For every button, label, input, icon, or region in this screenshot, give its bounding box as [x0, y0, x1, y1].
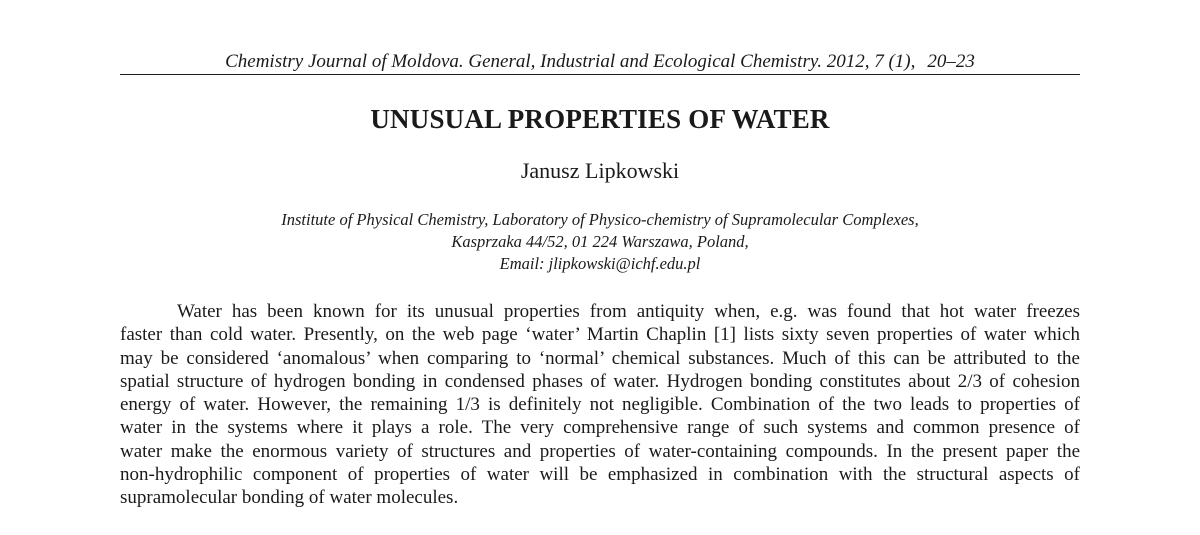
abstract-line: Water has been known for its unusual properties from antiquity when, e.g. was found that hot water freezes [177, 301, 1080, 322]
affiliation-block [120, 209, 1080, 275]
abstract-line: water make the enormous variety of structures and properties of water-containing compounds. In the present paper the [120, 440, 1080, 462]
affiliation-email: Email: jlipkowski@ichf.edu.pl [499, 254, 701, 273]
abstract-line: supramolecular bonding of water molecules. [120, 487, 459, 509]
paper-title: UNUSUAL PROPERTIES OF WATER [370, 104, 830, 134]
abstract-line: spatial structure of hydrogen bonding in condensed phases of water. Hydrogen bonding constitutes about 2/3 of cohesion [120, 370, 1080, 392]
abstract-paragraph [120, 300, 1080, 510]
journal-citation: Chemistry Journal of Moldova. General, Industrial and Ecological Chemistry. 2012, 7 (1), [225, 51, 916, 72]
author-name: Janusz Lipkowski [520, 158, 680, 183]
page-range: 20–23 [927, 51, 975, 72]
affiliation-institute: Institute of Physical Chemistry, Laboratory of Physico-chemistry of Supramolecular Complexes, [281, 210, 919, 229]
abstract-line: non-hydrophilic component of properties of water will be emphasized in combination with the structural aspects of [120, 464, 1080, 486]
header-rule [120, 74, 1080, 75]
abstract-line: energy of water. However, the remaining 1/3 is definitely not negligible. Combination of the two leads to properties of [120, 394, 1080, 416]
affiliation-address: Kasprzaka 44/52, 01 224 Warszawa, Poland, [451, 232, 749, 251]
abstract-line: may be considered ‘anomalous’ when comparing to ‘normal’ chemical substances. Much of this can be attributed to the [120, 347, 1080, 369]
abstract-line: water in the systems where it plays a role. The very comprehensive range of such systems and common presence of [120, 417, 1080, 439]
abstract-line: faster than cold water. Presently, on the web page ‘water’ Martin Chaplin [1] lists sixty seven properties of water which [120, 324, 1080, 346]
running-header [120, 50, 1080, 74]
